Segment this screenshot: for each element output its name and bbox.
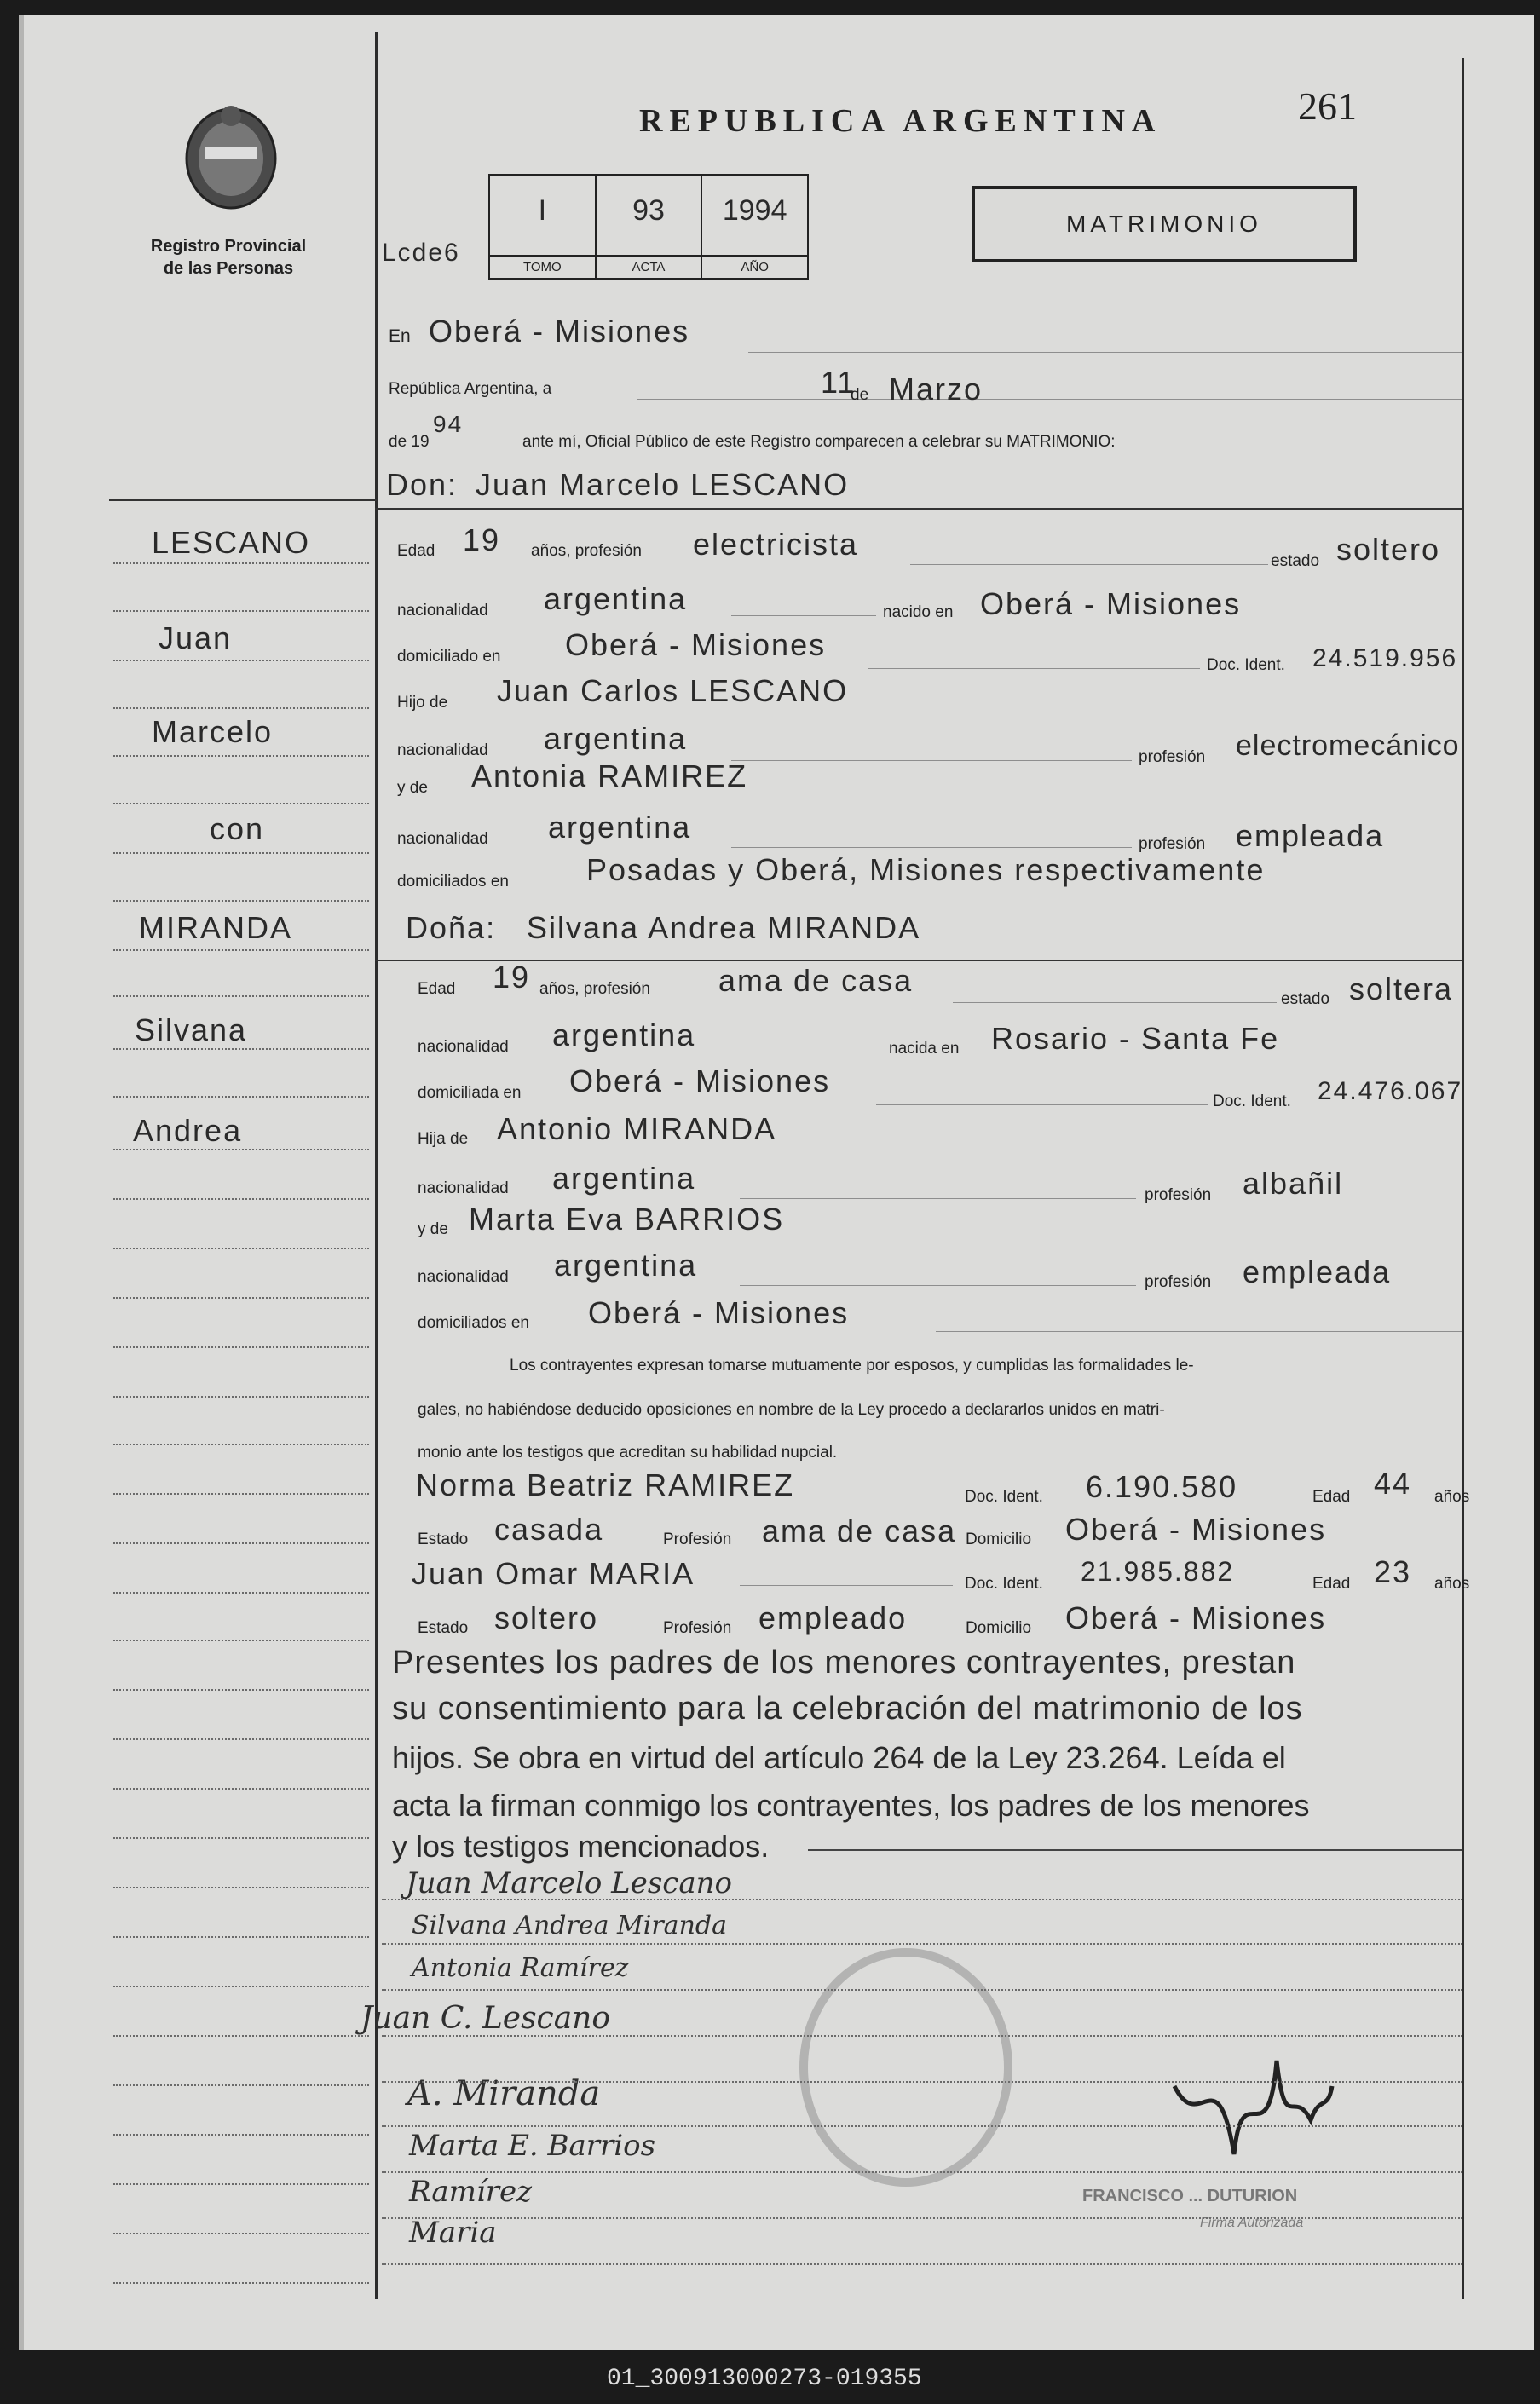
witness-1-doc: 6.190.580: [1086, 1469, 1238, 1504]
signature-groom: Juan Marcelo Lescano: [406, 1866, 732, 1900]
bride-doc: 24.476.067: [1318, 1077, 1463, 1105]
anio-label: AÑO: [702, 255, 807, 274]
witness-1-name: Norma Beatriz RAMIREZ: [416, 1467, 795, 1502]
bride-mother-profession: empleada: [1243, 1254, 1392, 1289]
intro-place: Oberá - Misiones: [429, 314, 690, 349]
witness-1-estado-label: Estado: [418, 1531, 469, 1548]
groom-name: Juan Marcelo LESCANO: [476, 467, 850, 502]
witness-2-doc: 21.985.882: [1081, 1556, 1235, 1587]
bride-birthplace: Rosario - Santa Fe: [991, 1021, 1280, 1056]
witness-2-doc-label: Doc. Ident.: [965, 1575, 1043, 1593]
notes-line-5: y los testigos mencionados.: [392, 1829, 770, 1864]
signature-witness-2: Maria: [409, 2216, 497, 2250]
margin-bride-surname: MIRANDA: [139, 910, 293, 945]
tomo-label: TOMO: [490, 255, 595, 274]
bride-parents-dom-label: domiciliados en: [418, 1314, 529, 1332]
republica-label: República Argentina, a: [389, 380, 552, 398]
official-role: Firma Autorizada: [1200, 2216, 1304, 2230]
bride-domicile: Oberá - Misiones: [569, 1064, 831, 1098]
groom-estado-label: estado: [1271, 552, 1320, 570]
anio-value: 1994: [722, 194, 787, 227]
margin-rule: [375, 32, 378, 2299]
bride-profession: ama de casa: [718, 963, 914, 998]
groom-parents-dom-label: domiciliados en: [397, 873, 509, 891]
witness-2-profession: empleado: [758, 1600, 908, 1635]
margin-top-rule: [109, 499, 377, 501]
margin-groom-surname: LESCANO: [152, 525, 311, 560]
intro-month: Marzo: [889, 372, 983, 406]
groom-doc-label: Doc. Ident.: [1207, 656, 1285, 674]
intro-day: 11: [821, 365, 857, 400]
bride-doc-label: Doc. Ident.: [1213, 1092, 1291, 1110]
notes-line-1: Presentes los padres de los menores contrayentes, prestan: [392, 1645, 1296, 1680]
bride-father-nac-label: nacionalidad: [418, 1179, 509, 1197]
bride-hija-label: Hija de: [418, 1130, 469, 1148]
tomo-cell: [490, 176, 597, 278]
registry-line-1: Registro Provincial: [150, 237, 307, 256]
witness-2-domicile: Oberá - Misiones: [1065, 1600, 1327, 1635]
official-seal: [799, 1948, 1012, 2187]
bride-nationality: argentina: [552, 1018, 696, 1052]
groom-don-label: Don:: [386, 467, 459, 502]
footer-id: 01_300913000273-019355: [607, 2366, 922, 2392]
witness-1-doc-label: Doc. Ident.: [965, 1488, 1043, 1506]
groom-father: Juan Carlos LESCANO: [497, 673, 849, 708]
lcde-note: Lcde6: [382, 239, 460, 267]
bride-estado: soltera: [1349, 971, 1454, 1006]
signature-groom-father: Juan C. Lescano: [360, 2001, 611, 2036]
register-sheet: [19, 15, 1534, 2350]
bride-estado-label: estado: [1281, 990, 1330, 1008]
de19-label: de 19: [389, 433, 430, 451]
bride-mother: Marta Eva BARRIOS: [469, 1202, 785, 1237]
bride-nac-label: nacionalidad: [418, 1038, 509, 1056]
witness-2-edad-label: Edad: [1312, 1575, 1351, 1593]
tomo-value: I: [538, 194, 547, 227]
official-name: FRANCISCO ... DUTURION: [1082, 2187, 1298, 2205]
bride-mother-nationality: argentina: [554, 1248, 698, 1283]
groom-mother-nac-label: nacionalidad: [397, 830, 488, 848]
witness-2-prof-label: Profesión: [663, 1619, 732, 1637]
groom-age: 19: [463, 522, 501, 557]
groom-doc: 24.519.956: [1312, 644, 1458, 672]
notes-line-2: su consentimiento para la celebración del matrimonio de los: [392, 1691, 1303, 1727]
groom-mother-prof-label: profesión: [1139, 835, 1206, 853]
bride-yde-label: y de: [418, 1220, 448, 1238]
statement-line-2: gales, no habiéndose deducido oposiciones en nombre de la Ley procedo a declararlos unidos en matri-: [418, 1401, 1165, 1419]
bride-nacida-label: nacida en: [889, 1040, 960, 1058]
bride-age: 19: [493, 960, 531, 994]
groom-nacido-label: nacido en: [883, 603, 954, 621]
groom-mother-nationality: argentina: [548, 810, 692, 845]
registry-name: [126, 235, 331, 280]
witness-1-age: 44: [1374, 1466, 1412, 1501]
witness-2-name: Juan Omar MARIA: [412, 1556, 695, 1591]
notes-line-3: hijos. Se obra en virtud del artículo 264 de la Ley 23.264. Leída el: [392, 1740, 1286, 1775]
margin-bride-first-name: Silvana: [135, 1012, 248, 1047]
acta-box: [488, 174, 809, 280]
official-signature-scribble-icon: [1166, 2035, 1336, 2180]
groom-yde-label: y de: [397, 779, 428, 797]
groom-hijo-label: Hijo de: [397, 694, 448, 712]
groom-father-nac-label: nacionalidad: [397, 741, 488, 759]
groom-anios-label: años, profesión: [531, 542, 642, 560]
ante-text: ante mí, Oficial Público de este Registro comparecen a celebrar su MATRIMONIO:: [522, 433, 1116, 451]
groom-nac-label: nacionalidad: [397, 602, 488, 620]
bride-father-profession: albañil: [1243, 1166, 1344, 1201]
en-label: En: [389, 326, 411, 346]
acta-value: 93: [632, 194, 665, 227]
registry-line-2: de las Personas: [163, 259, 294, 278]
anio-cell: [702, 176, 807, 278]
groom-father-nationality: argentina: [544, 721, 688, 756]
coat-of-arms-emblem: [180, 101, 282, 211]
bride-father-nationality: argentina: [552, 1161, 696, 1196]
groom-profession: electricista: [693, 527, 859, 562]
intro-year-suffix: 94: [433, 411, 464, 437]
margin-bride-middle-name: Andrea: [133, 1113, 243, 1148]
page-number: 261: [1298, 84, 1357, 128]
groom-mother-profession: empleada: [1236, 818, 1385, 853]
signature-bride: Silvana Andrea Miranda: [412, 1911, 727, 1940]
margin-con: con: [210, 811, 265, 846]
bride-anios-label: años, profesión: [539, 980, 650, 998]
groom-mother: Antonia RAMIREZ: [471, 758, 748, 793]
witness-2-estado: soltero: [494, 1600, 599, 1635]
bride-father: Antonio MIRANDA: [497, 1111, 777, 1146]
witness-1-estado: casada: [494, 1512, 604, 1547]
bride-dom-label: domiciliada en: [418, 1084, 522, 1102]
notes-line-4: acta la firman conmigo los contrayentes, los padres de los menores: [392, 1788, 1310, 1823]
groom-nationality: argentina: [544, 581, 688, 616]
witness-2-dom-label: Domicilio: [966, 1619, 1032, 1637]
groom-father-profession: electromecánico: [1236, 729, 1460, 762]
groom-edad-label: Edad: [397, 542, 435, 560]
witness-1-dom-label: Domicilio: [966, 1531, 1032, 1548]
right-rule: [1462, 58, 1464, 2299]
bride-mother-prof-label: profesión: [1145, 1273, 1212, 1291]
witness-1-profession: ama de casa: [762, 1513, 957, 1548]
signature-bride-mother: Marta E. Barrios: [409, 2129, 656, 2163]
witness-1-prof-label: Profesión: [663, 1531, 732, 1548]
witness-1-domicile: Oberá - Misiones: [1065, 1512, 1327, 1547]
bride-mother-nac-label: nacionalidad: [418, 1268, 509, 1286]
signature-bride-father: A. Miranda: [407, 2074, 601, 2113]
statement-line-3: monio ante los testigos que acreditan su habilidad nupcial.: [418, 1444, 838, 1461]
witness-1-edad-label: Edad: [1312, 1488, 1351, 1506]
bride-name: Silvana Andrea MIRANDA: [527, 910, 921, 945]
bride-edad-label: Edad: [418, 980, 456, 998]
acta-label: ACTA: [597, 255, 701, 274]
de-label: de: [851, 386, 869, 404]
bride-dona-label: Doña:: [406, 910, 497, 945]
signature-witness-1: Ramírez: [409, 2175, 533, 2209]
bride-father-prof-label: profesión: [1145, 1186, 1212, 1204]
acta-cell: [597, 176, 703, 278]
statement-line-1: Los contrayentes expresan tomarse mutuamente por esposos, y cumplidas las formalidades le-: [510, 1357, 1194, 1375]
groom-dom-label: domiciliado en: [397, 648, 501, 666]
groom-father-prof-label: profesión: [1139, 748, 1206, 766]
groom-birthplace: Oberá - Misiones: [980, 586, 1242, 621]
groom-estado: soltero: [1336, 532, 1441, 567]
margin-groom-first-name: Juan: [159, 620, 233, 655]
groom-parents-domicile: Posadas y Oberá, Misiones respectivamente: [586, 852, 1266, 887]
margin-groom-middle-name: Marcelo: [152, 714, 274, 749]
page-title: REPUBLICA ARGENTINA: [639, 103, 1162, 139]
record-type-box: MATRIMONIO: [972, 186, 1357, 262]
witness-2-age: 23: [1374, 1554, 1412, 1589]
witness-2-estado-label: Estado: [418, 1619, 469, 1637]
bride-parents-domicile: Oberá - Misiones: [588, 1295, 850, 1330]
witness-2-anios-label: años: [1434, 1575, 1470, 1593]
witness-1-anios-label: años: [1434, 1488, 1470, 1506]
signature-groom-mother: Antonia Ramírez: [412, 1953, 629, 1983]
groom-domicile: Oberá - Misiones: [565, 627, 827, 662]
